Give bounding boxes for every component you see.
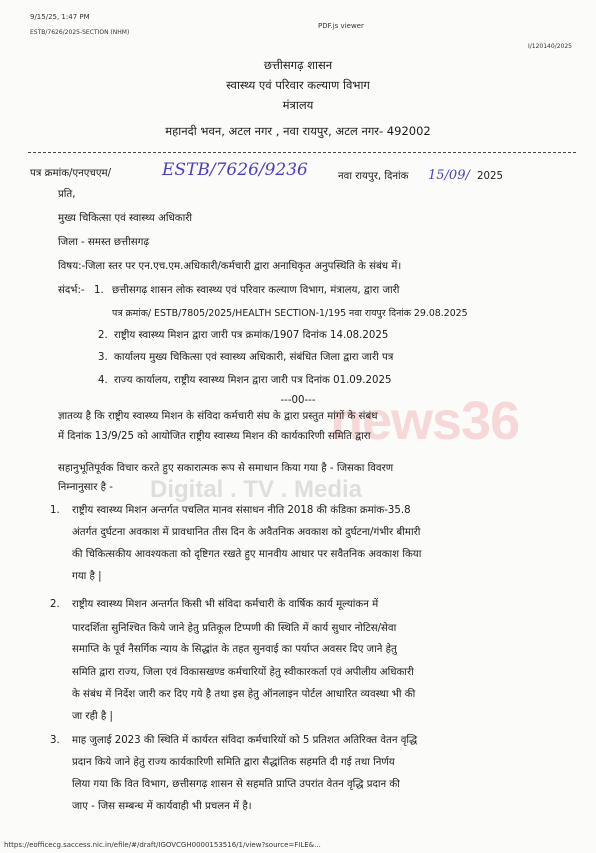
watermark-logo: news36 [330, 391, 520, 451]
point-3-line: लिया गया कि वित विभाग, छत्तीसगढ़ शासन से सहमति प्राप्ति उपरांत वेतन वृद्धि प्रदान की [72, 779, 400, 790]
point-3-line: प्रदान किये जाने हेतु राज्य कार्यकारिणी समिति द्वारा सैद्धांतिक सहमति दी गई तथा निर्णय [72, 757, 395, 768]
handwritten-letter-number: ESTB/7626/9236 [162, 160, 308, 180]
references-label: संदर्भ:- [58, 285, 85, 296]
letter-number-label: पत्र क्रमांक/एनएचएम/ [30, 168, 112, 179]
intro-line: ज्ञातव्य है कि राष्ट्रीय स्वास्थ्य मिशन के संविदा कर्मचारी संघ के द्वारा प्रस्तुत मांगों के संबंध [58, 411, 378, 422]
point-1-line: गया है | [72, 571, 102, 582]
point-2-line: के संबंध में निर्देश जारी कर दिए गये है तथा इस हेतु ऑनलाइन पोर्टल आधारित व्यवस्था भी की [72, 689, 416, 700]
page-reference: I/120140/2025 [528, 43, 572, 50]
point-2-line: समिति द्वारा राज्य, जिला एवं विकासखण्ड कर्मचारियों हेतु स्वीकारकर्ता एवं अपीलीय अधिकारी [72, 667, 414, 678]
handwritten-date: 15/09/ [428, 168, 470, 183]
reference-item-1: छत्तीसगढ़ शासन लोक स्वास्थ्य एवं परिवार कल्याण विभाग, मंत्रालय, द्वारा जारी [112, 285, 400, 296]
reference-number: 3. [98, 352, 108, 363]
section-separator: ---00--- [280, 395, 316, 406]
point-2-line: राष्ट्रीय स्वास्थ्य मिशन अन्तर्गत किसी भी संविदा कर्मचारी के वार्षिक कार्य मूल्यांकन में [72, 599, 379, 610]
reference-item-1-cont: पत्र क्रमांक/ ESTB/7805/2025/HEALTH SECTION-1/195 नवा रायपुर दिनांक 29.08.2025 [112, 308, 468, 319]
intro-line: सहानुभूतिपूर्वक विचार करते हुए सकारात्मक रूप से समाधान किया गया है - जिसका विवरण [58, 463, 394, 474]
date-year: 2025 [477, 171, 503, 182]
date-label: नवा रायपुर, दिनांक [338, 171, 409, 182]
reference-number: 4. [98, 375, 108, 386]
intro-line: निम्नानुसार है - [58, 482, 113, 493]
point-1-line: राष्ट्रीय स्वास्थ्य मिशन अन्तर्गत पचलित मानव संसाधन नीति 2018 की कंडिका क्रमांक-35.8 [72, 505, 411, 516]
ministry-name: मंत्रालय [282, 98, 314, 112]
point-number: 3. [50, 735, 60, 746]
govt-name: छत्तीसगढ़ शासन [263, 58, 333, 72]
point-number: 2. [50, 599, 60, 610]
point-1-line: अंतर्गत दुर्घटना अवकाश में प्रावधानित तीस दिन के अवैतनिक अवकाश को दुर्घटना/गंभीर बीमारी [72, 527, 421, 538]
point-3-line: माह जुलाई 2023 की स्थिति में कार्यरत संविदा कर्मचारियों को 5 प्रतिशत अतिरिक्त वेतन वृद्धि [72, 735, 418, 746]
point-3-line: जाए - जिस सम्बन्ध में कार्यवाही भी प्रचलन में है। [72, 801, 252, 812]
file-reference: ESTB/7626/2025-SECTION (NHM) [30, 29, 130, 36]
reference-number: 2. [98, 330, 108, 341]
reference-number: 1. [94, 285, 104, 296]
subject-line: विषय:-जिला स्तर पर एन.एच.एम.अधिकारी/कर्मचारी द्वारा अनाधिकृत अनुपस्थिति के संबंध में। [58, 261, 402, 272]
print-datetime: 9/15/25, 1:47 PM [30, 13, 90, 21]
department-name: स्वास्थ्य एवं परिवार कल्याण विभाग [226, 78, 370, 92]
point-2-line: पारदर्शिता सुनिश्चित किये जाने हेतु प्रतिकूल टिप्पणी की स्थिति में कार्य सुधार नोटिस/सेवा [72, 623, 397, 634]
addressee: मुख्य चिकित्सा एवं स्वास्थ्य अधिकारी [58, 213, 193, 224]
point-number: 1. [50, 505, 60, 516]
watermark-tagline: Digital . TV . Media [150, 476, 363, 503]
prati-label: प्रति, [58, 189, 76, 200]
reference-item-3: कार्यालय मुख्य चिकित्सा एवं स्वास्थ्य अधिकारी, संबंधित जिला द्वारा जारी पत्र [114, 352, 394, 363]
office-address: महानदी भवन, अटल नगर , नवा रायपुर, अटल नगर- 492002 [165, 124, 431, 138]
reference-item-4: राज्य कार्यालय, राष्ट्रीय स्वास्थ्य मिशन द्वारा जारी पत्र दिनांक 01.09.2025 [114, 375, 392, 386]
point-2-line: समाप्ति के पूर्व नैसर्गिक न्याय के सिद्धांत के तहत सुनवाई का पर्याप्त अवसर दिए जाने हेतु [72, 644, 397, 655]
point-1-line: की चिकित्सकीय आवश्यकता को दृष्टिगत रखते हुए मानवीय आधार पर सवैतनिक अवकाश किया [72, 549, 422, 560]
header-divider [28, 152, 576, 153]
viewer-title: PDF.js viewer [318, 22, 364, 30]
addressee-district: जिला - समस्त छत्तीसगढ़ [58, 237, 150, 248]
footer-url: https://eofficecg.saccess.nic.in/efile/#/draft/IGOVCGH0000153516/1/view?source=FILE&... [4, 841, 321, 849]
intro-line: में दिनांक 13/9/25 को आयोजित राष्ट्रीय स्वास्थ्य मिशन की कार्यकारिणी समिति द्वारा [58, 431, 371, 442]
point-2-line: जा रही है | [72, 711, 113, 722]
reference-item-2: राष्ट्रीय स्वास्थ्य मिशन द्वारा जारी पत्र क्रमांक/1907 दिनांक 14.08.2025 [114, 330, 389, 341]
